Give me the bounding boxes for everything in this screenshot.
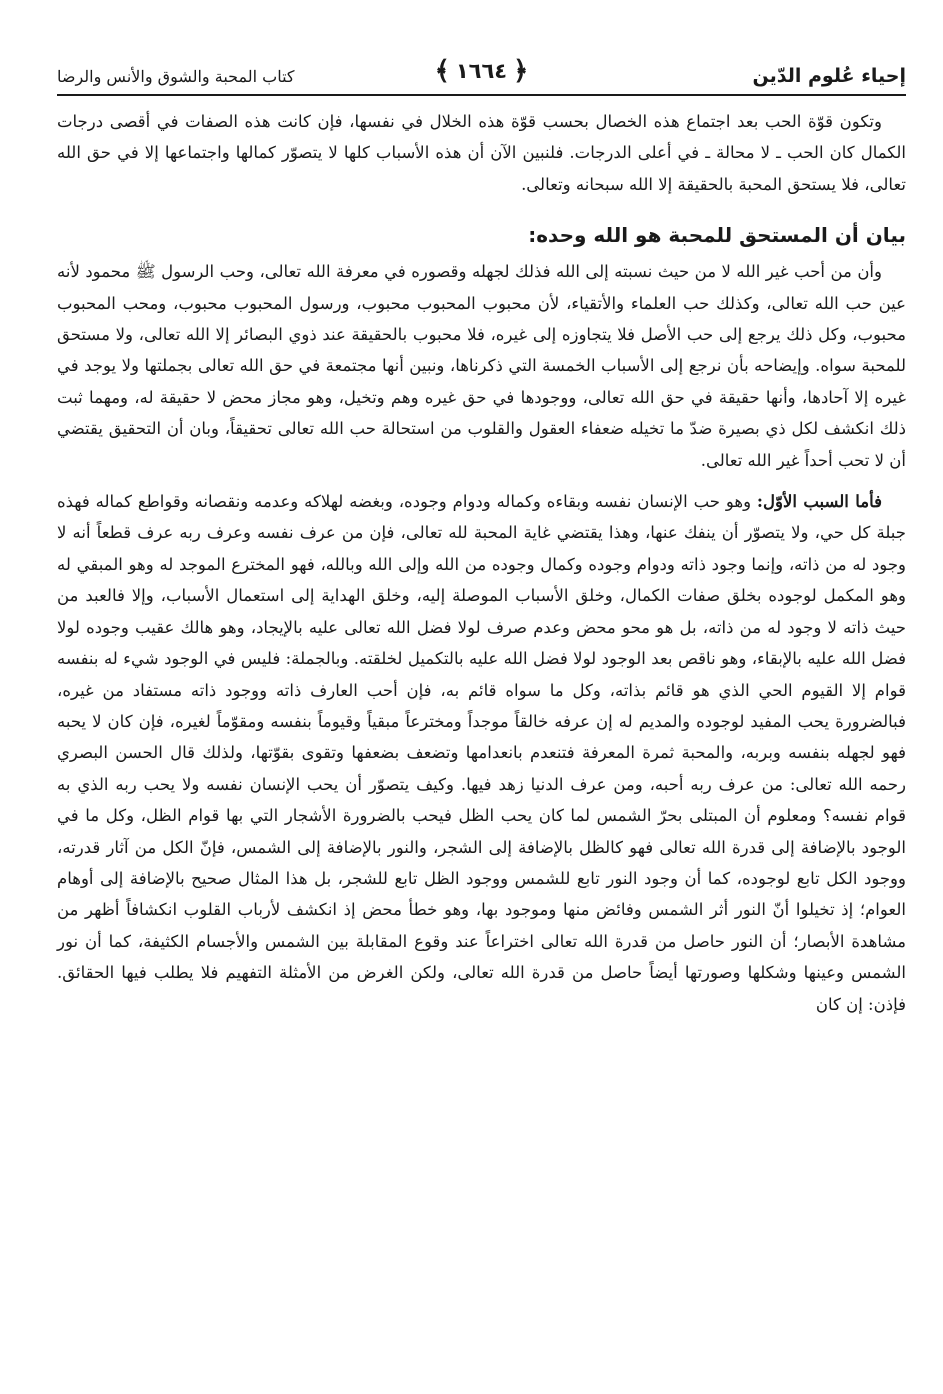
page-number-ornament — [435, 56, 529, 86]
paragraph-intro: وتكون قوّة الحب بعد اجتماع هذه الخصال بحسب قوّة هذه الخلال في نفسها، فإن كانت هذه الصفات في أقصى درجات الكمال كان الحب ـ لا محالة ـ في أعلى الدرجات. فلنبين الآن أن هذه الأسباب كلها لا يتصوّر كمالها واجتماعها إلا في حق الله تعالى، فلا يستحق المحبة بالحقيقة إلا الله سبحانه وتعالى. — [57, 112, 906, 194]
page-header — [57, 44, 906, 96]
paragraph-first-cause — [57, 486, 906, 1020]
section-heading: بيان أن المستحق للمحبة هو الله وحده: — [528, 223, 906, 248]
paragraph-spacer — [57, 476, 906, 486]
page-body — [57, 106, 906, 1020]
first-cause-text: وهو حب الإنسان نفسه وبقاءه وكماله ودوام وجوده، وبغضه لهلاكه وعدمه ونقصانه وقواطع كماله فهذه جبلة كل حي، ولا يتصوّر أن ينفك عنها، وهذا يقتضي غاية المحبة لله تعالى، فإن من عرف نفسه وعرف ربه عرف قطعاً أنه لا وجود له من ذاته، وإنما وجود ذاته ودوام وجوده وكمال وجوده من الله وإلى الله وبالله، فهو المخترع الموجد له وهو المبقي له وهو المكمل لوجوده بخلق صفات الكمال، وخلق الأسباب الموصلة إليه، وخلق الهداية إلى استعمال الأسباب، وإلا فالعبد من حيث ذاته لا وجود له من ذاته، بل هو محو محض وعدم صرف لولا فضل الله تعالى عليه بالإيجاد، وهو هالك عقيب وجوده لولا فضل الله عليه بالإبقاء، وهو ناقص بعد الوجود لولا فضل الله عليه بالتكميل لخلقته. وبالجملة: فليس في الوجود شيء له بنفسه قوام إلا القيوم الحي الذي هو قائم بذاته، وكل ما سواه قائم به، فإن أحب العارف ذاته ووجود ذاته مستفاد من غيره، فبالضرورة يحب المفيد لوجوده والمديم له إن عرفه خالقاً موجداً ومخترعاً مبقياً وقيوماً بنفسه ومقوّماً لغيره، فإن كان لا يحبه فهو لجهله بنفسه وبربه، والمحبة ثمرة المعرفة فتنعدم بانعدامها وتضعف بضعفها وتقوى بقوّتها، ولذلك قال الحسن البصري رحمه الله تعالى: من عرف ربه أحبه، ومن عرف الدنيا زهد فيها. وكيف يتصوّر أن يحب الإنسان نفسه ولا يحب ربه الذي به قوام نفسه؟ ومعلوم أن المبتلى بحرّ الشمس لما كان يحب الظل فيحب بالضرورة الأشجار التي بها قوام الظل، وكل ما في الوجود بالإضافة إلى قدرة الله تعالى فهو كالظل بالإضافة إلى الشجر، والنور بالإضافة إلى الشمس، فإنّ الكل من آثار قدرته، ووجود الكل تابع لوجوده، كما أن وجود النور تابع للشمس ووجود الظل تابع للشجر، بل هذا المثال صحيح بالإضافة إلى أوهام العوام؛ إذ تخيلوا أنّ النور أثر الشمس وفائض منها وموجود بها، وهو خطأ محض إذ انكشف لأرباب القلوب انكشافاً أظهر من مشاهدة الأبصار؛ أن النور حاصل من قدرة الله تعالى اختراعاً عند وقوع المقابلة بين الشمس والأجسام الكثيفة، كما أن نور الشمس وعينها وشكلها وصورتها أيضاً حاصل من قدرة الله تعالى، ولكن الغرض من الأمثلة التفهيم فلا يطلب فيها الحقائق. فإذن: إن كان — [57, 492, 906, 1014]
page-number: ١٦٦٤ — [455, 59, 508, 83]
paragraph-section: وأن من أحب غير الله لا من حيث نسبته إلى الله فذلك لجهله وقصوره في معرفة الله تعالى، وحب الرسول ﷺ محمود لأنه عين حب الله تعالى، وكذلك حب العلماء والأتقياء، لأن محبوب المحبوب محبوب، ورسول المحبوب محبوب، ومحب المحبوب محبوب، وكل ذلك يرجع إلى حب الأصل فلا يتجاوزه إلى غيره، فلا محبوب بالحقيقة عند ذوي البصائر إلا الله تعالى، ولا مستحق للمحبة سواه. وإيضاحه بأن نرجع إلى الأسباب الخمسة التي ذكرناها، ونبين أنها مجتمعة في حق الله تعالى بجملتها ولا يوجد في غيره إلا آحادها، وأنها حقيقة في حق الله تعالى، ووجودها في حق غيره وهم وتخيل، وهو مجاز محض لا حقيقة له، ومهما ثبت ذلك انكشف لكل ذي بصيرة ضدّ ما تخيله ضعفاء العقول والقلوب من استحالة حب الله تعالى تحقيقاً، وبان أن التحقيق يقتضي أن لا تحب أحداً غير الله تعالى. — [57, 262, 906, 470]
first-cause-lead: فأما السبب الأوّل: — [756, 492, 882, 512]
ornament-bracket-right-icon: ﴿ — [513, 56, 529, 86]
book-title: كتاب المحبة والشوق والأنس والرضا — [57, 67, 295, 86]
running-title: إحياء عُلوم الدّين — [752, 65, 906, 87]
ornament-bracket-left-icon: ﴾ — [434, 56, 450, 86]
